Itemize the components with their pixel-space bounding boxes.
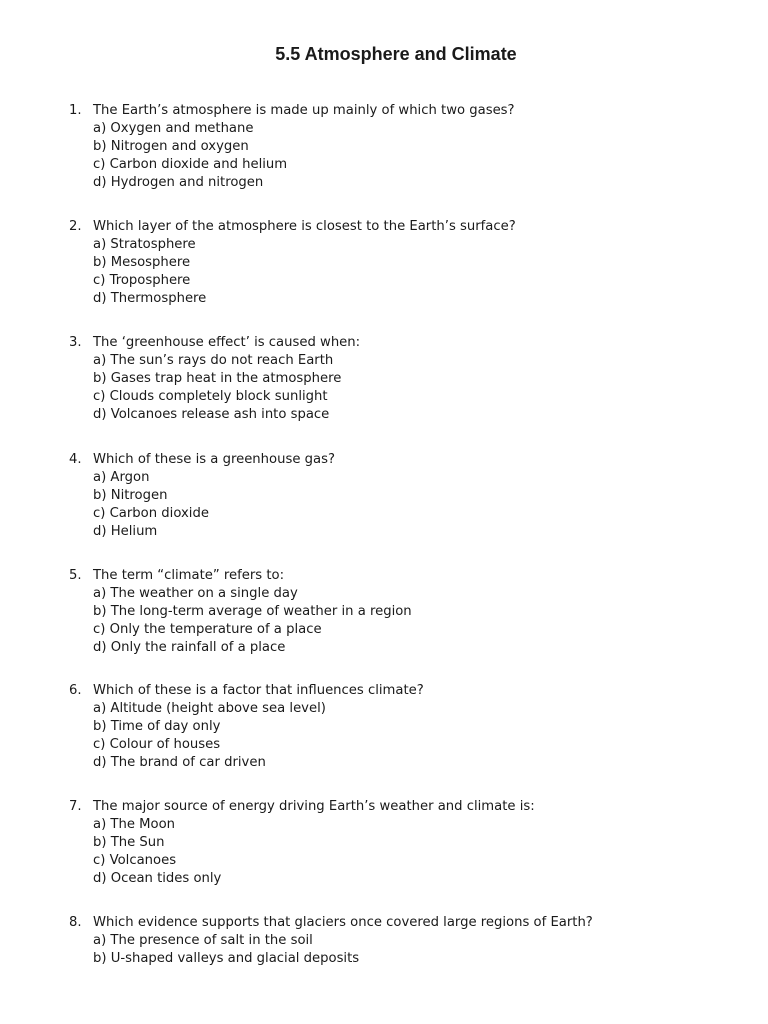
question-text: Which of these is a factor that influences climate? xyxy=(93,683,424,698)
option-b: b) Nitrogen xyxy=(93,487,168,503)
answer-options xyxy=(93,585,749,657)
option-b: b) Gases trap heat in the atmosphere xyxy=(93,370,342,386)
option-d: d) Hydrogen and nitrogen xyxy=(93,174,264,190)
page-title: 5.5 Atmosphere and Climate xyxy=(275,44,517,64)
option-a: a) Altitude (height above sea level) xyxy=(93,700,326,716)
option-b: b) The long-term average of weather in a region xyxy=(93,603,412,619)
question-text: Which evidence supports that glaciers once covered large regions of Earth? xyxy=(93,915,593,930)
question-number: 6. xyxy=(69,683,82,698)
option-b: b) Mesosphere xyxy=(93,254,191,270)
option-d: d) Ocean tides only xyxy=(93,870,222,886)
question-3 xyxy=(69,334,749,424)
option-c: c) Colour of houses xyxy=(93,736,221,752)
option-a: a) Stratosphere xyxy=(93,236,196,252)
answer-options xyxy=(93,469,749,541)
answer-options xyxy=(93,700,749,772)
question-6 xyxy=(69,682,749,772)
question-5 xyxy=(69,567,749,657)
question-2 xyxy=(69,218,749,308)
option-a: a) The sun’s rays do not reach Earth xyxy=(93,352,334,368)
option-d: d) Volcanoes release ash into space xyxy=(93,406,330,422)
question-1 xyxy=(69,102,749,192)
option-d: d) Helium xyxy=(93,523,158,539)
option-d: d) Only the rainfall of a place xyxy=(93,639,286,655)
option-d: d) Thermosphere xyxy=(93,290,207,306)
option-c: c) Clouds completely block sunlight xyxy=(93,388,328,404)
option-a: a) Argon xyxy=(93,469,150,485)
option-b: b) Time of day only xyxy=(93,718,221,734)
answer-options xyxy=(93,236,749,308)
option-b: b) The Sun xyxy=(93,834,165,850)
option-c: c) Carbon dioxide xyxy=(93,505,209,521)
option-a: a) The weather on a single day xyxy=(93,585,298,601)
question-7 xyxy=(69,798,749,888)
answer-options xyxy=(93,816,749,888)
question-number: 4. xyxy=(69,452,82,467)
option-a: a) The Moon xyxy=(93,816,176,832)
answer-options xyxy=(93,120,749,192)
option-b: b) Nitrogen and oxygen xyxy=(93,138,249,154)
answer-options xyxy=(93,932,749,968)
question-number: 1. xyxy=(69,103,82,118)
option-a: a) Oxygen and methane xyxy=(93,120,254,136)
question-number: 7. xyxy=(69,799,82,814)
option-c: c) Troposphere xyxy=(93,272,191,288)
option-c: c) Carbon dioxide and helium xyxy=(93,156,288,172)
answer-options xyxy=(93,352,749,424)
question-4 xyxy=(69,451,749,541)
question-number: 3. xyxy=(69,335,82,350)
question-text: The major source of energy driving Earth’s weather and climate is: xyxy=(93,799,535,814)
question-number: 2. xyxy=(69,219,82,234)
question-text: Which of these is a greenhouse gas? xyxy=(93,452,335,467)
option-c: c) Only the temperature of a place xyxy=(93,621,322,637)
question-number: 5. xyxy=(69,568,82,583)
option-a: a) The presence of salt in the soil xyxy=(93,932,313,948)
question-number: 8. xyxy=(69,915,82,930)
question-8 xyxy=(69,914,749,968)
option-b: b) U-shaped valleys and glacial deposits xyxy=(93,950,360,966)
question-text: Which layer of the atmosphere is closest to the Earth’s surface? xyxy=(93,219,516,234)
option-d: d) The brand of car driven xyxy=(93,754,266,770)
question-text: The ‘greenhouse effect’ is caused when: xyxy=(93,335,361,350)
question-text: The term “climate” refers to: xyxy=(93,568,285,583)
option-c: c) Volcanoes xyxy=(93,852,177,868)
question-text: The Earth’s atmosphere is made up mainly of which two gases? xyxy=(93,103,515,118)
